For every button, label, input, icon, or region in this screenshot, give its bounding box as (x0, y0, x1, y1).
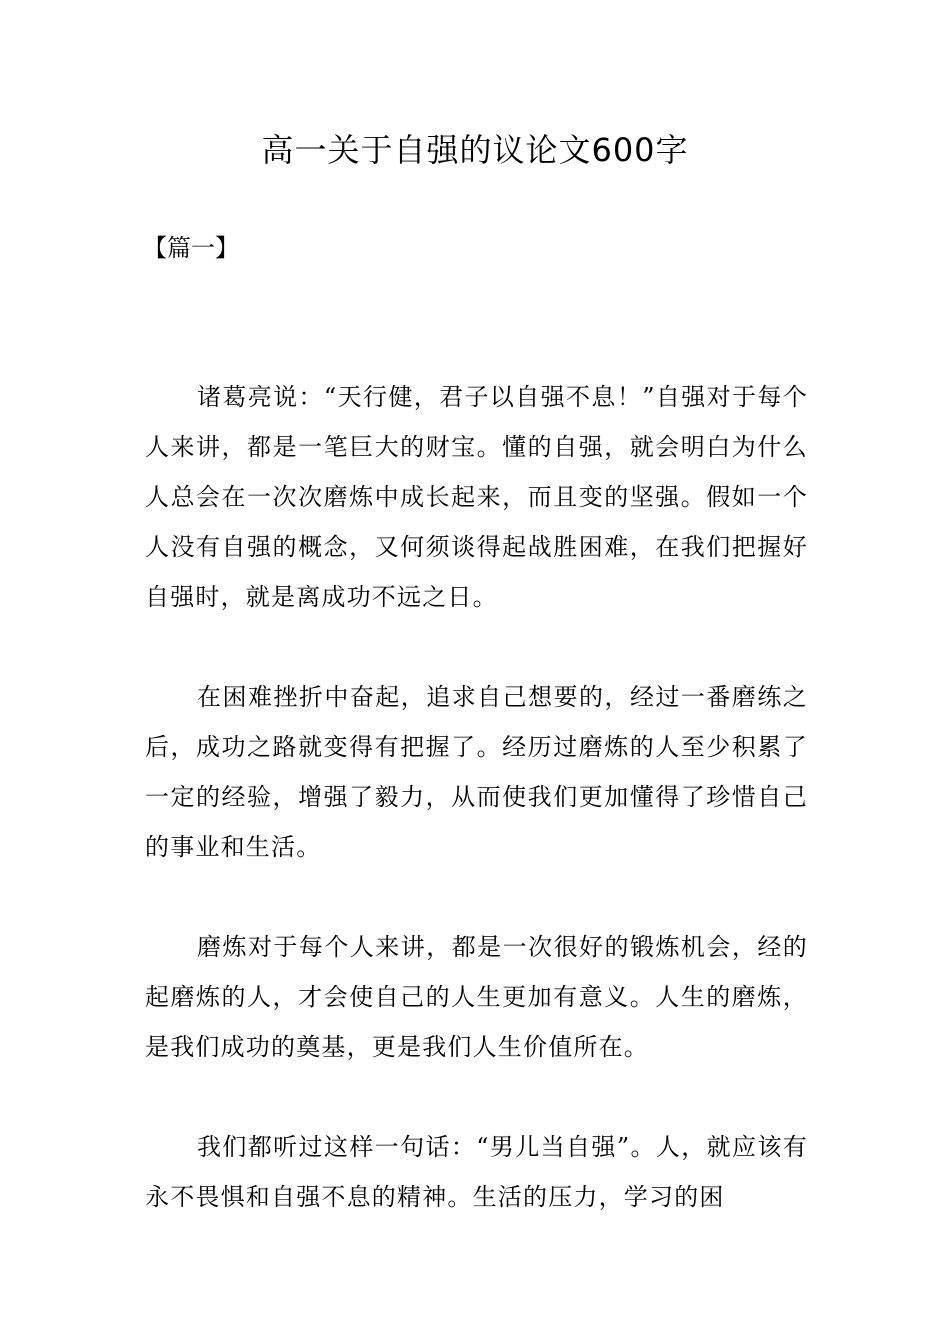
paragraph-3: 磨炼对于每个人来讲，都是一次很好的锻炼机会，经的起磨炼的人，才会使自己的人生更加有意义。人生的磨炼，是我们成功的奠基，更是我们人生价值所在。 (145, 933, 808, 1061)
document-title: 高一关于自强的议论文600字 (261, 131, 689, 169)
paragraph-1: 诸葛亮说：“天行健，君子以自强不息！”自强对于每个人来讲，都是一笔巨大的财宝。懂的自强，就会明白为什么人总会在一次次磨炼中成长起来，而且变的坚强。假如一个人没有自强的概念，又何须谈得起战胜困难，在我们把握好自强时，就是离成功不远之日。 (145, 383, 808, 611)
paragraph-2: 在困难挫折中奋起，追求自己想要的，经过一番磨练之后，成功之路就变得有把握了。经历过磨炼的人至少积累了一定的经验，增强了毅力，从而使我们更加懂得了珍惜自己的事业和生活。 (145, 683, 808, 861)
section-label: 【篇一】 (143, 234, 239, 262)
paragraph-4: 我们都听过这样一句话：“男儿当自强”。人，就应该有永不畏惧和自强不息的精神。生活的压力，学习的困 (145, 1133, 808, 1211)
